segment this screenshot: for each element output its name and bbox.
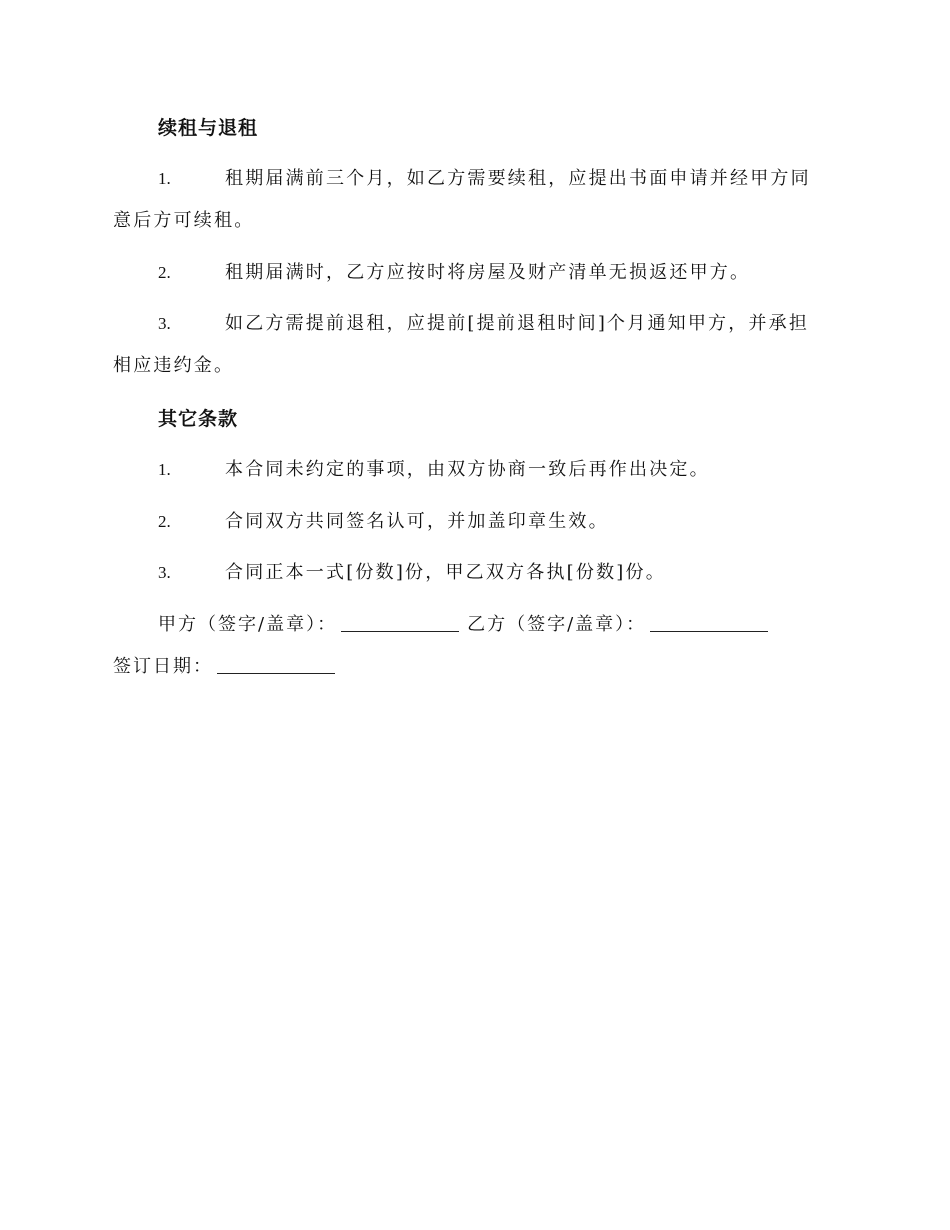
clause-other-2 xyxy=(113,501,828,543)
signature-line xyxy=(113,604,853,646)
party-b-signature-blank[interactable] xyxy=(650,611,768,632)
signing-date-blank[interactable] xyxy=(217,653,335,674)
party-a-signature-blank[interactable] xyxy=(341,611,459,632)
clause-text: 租期届满时，乙方应按时将房屋及财产清单无损返还甲方。 xyxy=(225,262,751,283)
signing-date-line xyxy=(113,646,853,688)
clause-number: 3. xyxy=(158,314,171,333)
party-a-label: 甲方（签字/盖章）： xyxy=(158,614,338,635)
clause-text: 合同双方共同签名认可，并加盖印章生效。 xyxy=(225,511,609,532)
clause-number: 2. xyxy=(158,512,171,531)
section-heading-other-terms: 其它条款 xyxy=(158,408,239,430)
clause-renewal-3 xyxy=(113,303,828,387)
clause-number: 3. xyxy=(158,563,171,582)
party-b-label: 乙方（签字/盖章）： xyxy=(467,614,647,635)
clause-text: 合同正本一式[份数]份，甲乙双方各执[份数]份。 xyxy=(225,562,666,583)
clause-text: 如乙方需提前退租，应提前[提前退租时间]个月通知甲方，并承担相应违约金。 xyxy=(113,313,810,376)
clause-text: 本合同未约定的事项，由双方协商一致后再作出决定。 xyxy=(225,459,710,480)
clause-other-1 xyxy=(113,449,828,491)
clause-renewal-2 xyxy=(113,252,828,294)
clause-number: 2. xyxy=(158,263,171,282)
clause-renewal-1 xyxy=(113,158,828,242)
section-heading-renewal: 续租与退租 xyxy=(158,117,259,139)
signing-date-label: 签订日期： xyxy=(113,656,213,677)
clause-number: 1. xyxy=(158,169,171,188)
clause-other-3 xyxy=(113,552,828,594)
clause-text: 租期届满前三个月，如乙方需要续租，应提出书面申请并经甲方同意后方可续租。 xyxy=(113,168,811,231)
clause-number: 1. xyxy=(158,460,171,479)
